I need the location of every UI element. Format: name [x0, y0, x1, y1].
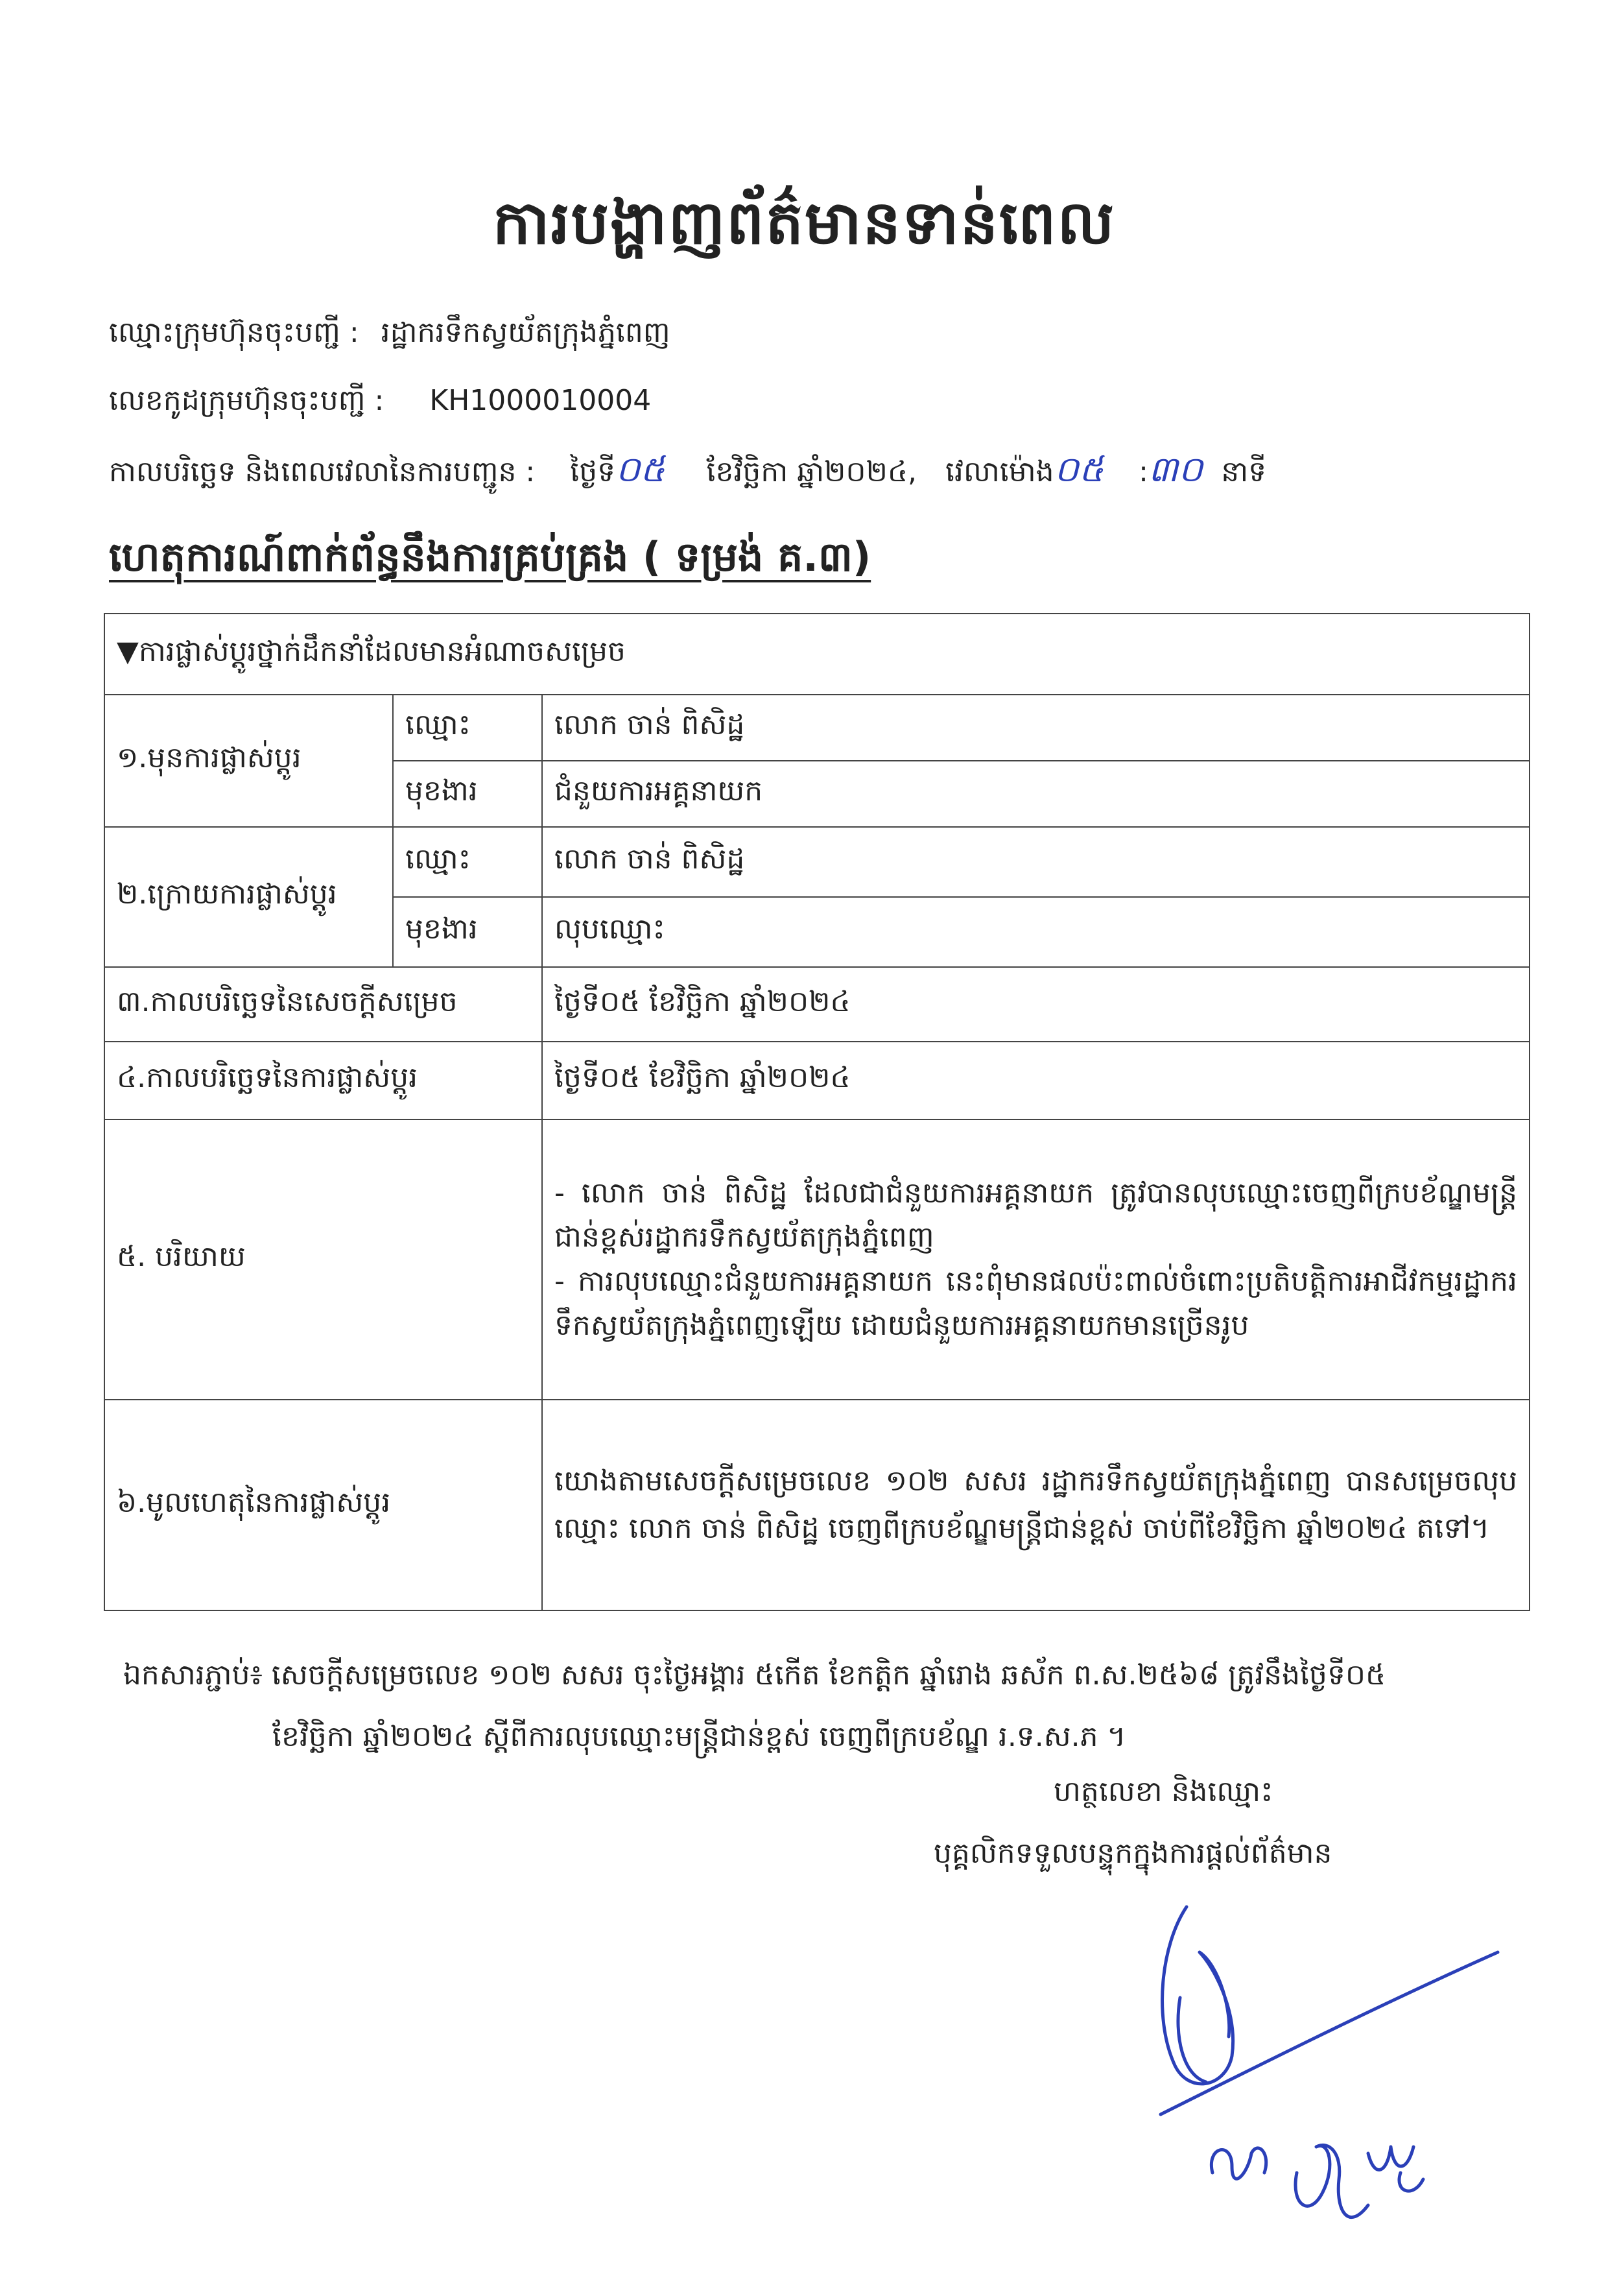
- decision-date-label: ៣.កាលបរិច្ឆេទនៃសេចក្ដីសម្រេច: [104, 967, 542, 1042]
- before-position-label: មុខងារ: [393, 761, 542, 827]
- signature-role: បុគ្គលិកទទួលបន្ទុកក្នុងការផ្ដល់ព័ត៌មាន: [934, 1837, 1332, 1870]
- decision-date-value: ថ្ងៃទី០៥ ខែវិច្ឆិកា ឆ្នាំ២០២៤: [542, 967, 1530, 1042]
- after-position-label: មុខងារ: [393, 897, 542, 967]
- table-row: [104, 1119, 1530, 1400]
- submission-datetime-line: [109, 448, 1266, 499]
- before-position-value: ជំនួយការអគ្គនាយក: [542, 761, 1530, 827]
- document-title: ការបង្ហាញព័ត៌មានទាន់ពេល: [492, 188, 1116, 257]
- company-name-value: រដ្ឋាករទឹកស្វយ័តក្រុងភ្នំពេញ: [381, 316, 670, 349]
- explanation-label: ៥. បរិយាយ: [104, 1119, 542, 1400]
- leadership-change-table: [104, 613, 1530, 1611]
- table-section-title: ▼ការផ្លាស់ប្ដូរថ្នាក់ដឹកនាំដែលមានអំណាចសម្រេច: [104, 614, 1530, 695]
- explanation-item: - លោក ចាន់ ពិសិដ្ឋ ដែលជាជំនួយការអគ្គនាយក ត្រូវបានលុបឈ្មោះចេញពីក្របខ័ណ្ឌមន្ត្រីជាន់ខ្ពស់រដ្ឋាករទឹកស្វយ័តក្រុងភ្នំពេញ: [554, 1176, 1517, 1254]
- after-name-value: លោក ចាន់ ពិសិដ្ឋ: [542, 827, 1530, 897]
- before-name-value: លោក ចាន់ ពិសិដ្ឋ: [542, 695, 1530, 761]
- table-section-row: [104, 614, 1530, 695]
- reason-value: យោងតាមសេចក្ដីសម្រេចលេខ ១០២ សសរ រដ្ឋាករទឹកស្វយ័តក្រុងភ្នំពេញ បានសម្រេចលុបឈ្មោះ លោក ចាន់ ពិសិដ្ឋ ចេញពីក្របខ័ណ្ឌមន្ត្រីជាន់ខ្ពស់ ចាប់ពីខែវិច្ឆិកា ឆ្នាំ២០២៤ តទៅ។: [542, 1400, 1530, 1610]
- before-name-label: ឈ្មោះ: [393, 695, 542, 761]
- company-name-line: [109, 315, 670, 356]
- table-row: [104, 1400, 1530, 1610]
- signature-caption: ហត្ថលេខា និងឈ្មោះ: [1054, 1775, 1273, 1808]
- submission-time-prefix: វេលាម៉ោង: [945, 455, 1054, 488]
- reason-label: ៦.មូលហេតុនៃការផ្លាស់ប្ដូរ: [104, 1400, 542, 1610]
- table-row: [104, 827, 1530, 897]
- explanation-item: - ការលុបឈ្មោះជំនួយការអគ្គនាយក នេះពុំមានផលប៉ះពាល់ចំពោះប្រតិបត្តិការអាជីវកម្មរដ្ឋាករទឹកស្វយ័តក្រុងភ្នំពេញឡើយ ដោយជំនួយការអគ្គនាយកមានច្រើនរូប: [554, 1265, 1517, 1343]
- submission-month-year: ខែវិច្ឆិកា ឆ្នាំ២០២៤,: [706, 455, 917, 488]
- handwritten-signature: [1135, 1868, 1511, 2296]
- change-date-value: ថ្ងៃទី០៥ ខែវិច្ឆិកា ឆ្នាំ២០២៤: [542, 1042, 1530, 1119]
- before-change-label: ១.មុនការផ្លាស់ប្ដូរ: [104, 695, 393, 827]
- table-row: [104, 1042, 1530, 1119]
- after-position-value: លុបឈ្មោះ: [542, 897, 1530, 967]
- company-name-label: ឈ្មោះក្រុមហ៊ុនចុះបញ្ជី :: [109, 316, 359, 349]
- after-name-label: ឈ្មោះ: [393, 827, 542, 897]
- table-row: [104, 695, 1530, 761]
- attachment-line-2: ខែវិច្ឆិកា ឆ្នាំ២០២៤ ស្ដីពីការលុបឈ្មោះមន្ត្រីជាន់ខ្ពស់ ចេញពីក្របខ័ណ្ឌ រ.ទ.ស.ភ ។: [272, 1720, 1126, 1753]
- submission-minute-suffix: នាទី: [1221, 455, 1267, 488]
- section-heading: ហេតុការណ៍ពាក់ព័ន្ធនឹងការគ្រប់គ្រង ( ទម្រង់ គ.៣): [109, 533, 871, 580]
- explanation-cell: [542, 1119, 1530, 1400]
- company-code-line: [109, 383, 651, 424]
- submission-day-prefix: ថ្ងៃទី: [570, 455, 616, 488]
- table-row: [104, 967, 1530, 1042]
- submission-hour-handwritten: ០៥: [1054, 449, 1104, 490]
- submission-day-handwritten: ០៥: [615, 449, 665, 490]
- company-code-label: លេខកូដក្រុមហ៊ុនចុះបញ្ជី :: [109, 384, 384, 417]
- attachment-line-1: ឯកសារភ្ជាប់៖ សេចក្ដីសម្រេចលេខ ១០២ សសរ ចុះថ្ងៃអង្គារ ៥កើត ខែកត្ដិក ឆ្នាំរោង ឆស័ក ព.ស.២៥៦៨ ត្រូវនឹងថ្ងៃទី០៥: [123, 1658, 1386, 1692]
- submission-label: កាលបរិច្ឆេទ និងពេលវេលានៃការបញ្ជូន :: [109, 455, 536, 488]
- submission-minute-handwritten: ៣០: [1148, 449, 1203, 490]
- after-change-label: ២.ក្រោយការផ្លាស់ប្ដូរ: [104, 827, 393, 967]
- change-date-label: ៤.កាលបរិច្ឆេទនៃការផ្លាស់ប្ដូរ: [104, 1042, 542, 1119]
- company-code-value: KH1000010004: [429, 384, 652, 417]
- submission-time-colon: :: [1139, 455, 1148, 488]
